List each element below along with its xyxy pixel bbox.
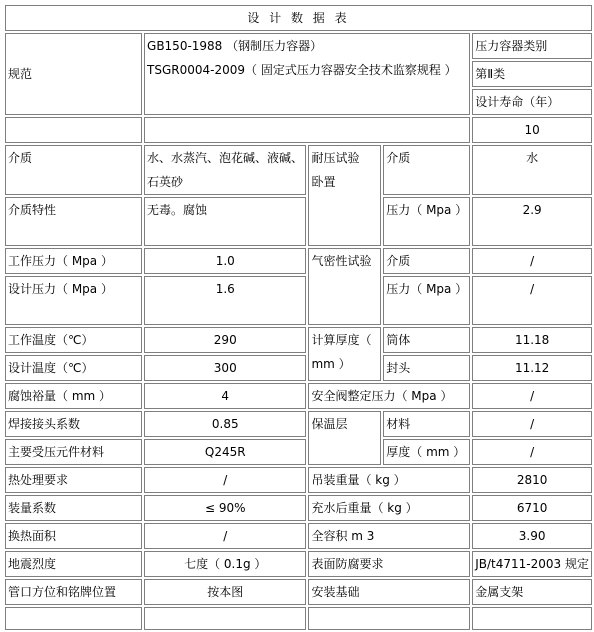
design-pressure-value: 1.6 xyxy=(144,276,306,325)
corrosion-allowance-value: 4 xyxy=(144,383,306,409)
seismic-label: 地震烈度 xyxy=(5,551,142,577)
vessel-category-value: 第Ⅱ类 xyxy=(472,61,592,87)
code-standards xyxy=(144,33,470,115)
table-title: 设 计 数 据 表 xyxy=(5,5,592,31)
head-thickness-value: 11.12 xyxy=(472,355,592,381)
weld-factor-label: 焊接接头系数 xyxy=(5,411,142,437)
code-standard-1: GB150-1988 （钢制压力容器） xyxy=(147,39,323,53)
shell-thickness-value: 11.18 xyxy=(472,327,592,353)
working-temperature-value: 290 xyxy=(144,327,306,353)
medium-value: 水、水蒸汽、泡花碱、液碱、石英砂 xyxy=(144,145,306,195)
surface-label: 表面防腐要求 xyxy=(308,551,470,577)
leak-test-medium-value: / xyxy=(472,248,592,274)
insulation-material-label: 材料 xyxy=(383,411,470,437)
design-temperature-value: 300 xyxy=(144,355,306,381)
volume-label: 全容积 m 3 xyxy=(308,523,470,549)
safety-valve-value: / xyxy=(472,383,592,409)
design-temperature-label: 设计温度（℃） xyxy=(5,355,142,381)
pressure-test-label: 耐压试验 卧置 xyxy=(308,145,381,246)
leak-test-medium-label: 介质 xyxy=(383,248,470,274)
shell-thickness-label: 筒体 xyxy=(383,327,470,353)
pressure-test-medium-value: 水 xyxy=(472,145,592,195)
blank-cell xyxy=(472,607,592,630)
blank-cell xyxy=(308,607,470,630)
code-label: 规范 xyxy=(5,33,142,115)
main-material-label: 主要受压元件材料 xyxy=(5,439,142,465)
insulation-thickness-value: / xyxy=(472,439,592,465)
blank-cell xyxy=(5,607,142,630)
blank-cell xyxy=(144,607,306,630)
head-thickness-label: 封头 xyxy=(383,355,470,381)
design-life-value: 10 xyxy=(472,117,592,143)
working-pressure-value: 1.0 xyxy=(144,248,306,274)
filled-weight-value: 6710 xyxy=(472,495,592,521)
heat-treatment-label: 热处理要求 xyxy=(5,467,142,493)
pressure-test-pressure-label: 压力（ Mpa ） xyxy=(383,197,470,246)
leak-test-label: 气密性试验 xyxy=(308,248,381,325)
insulation-label: 保温层 xyxy=(308,411,381,465)
fill-factor-label: 装量系数 xyxy=(5,495,142,521)
safety-valve-label: 安全阀整定压力（ Mpa ） xyxy=(308,383,470,409)
surface-value: JB/t4711-2003 规定 xyxy=(472,551,592,577)
insulation-material-value: / xyxy=(472,411,592,437)
weld-factor-value: 0.85 xyxy=(144,411,306,437)
thickness-label: 计算厚度（ mm ） xyxy=(308,327,381,381)
insulation-thickness-label: 厚度（ mm ） xyxy=(383,439,470,465)
medium-property-label: 介质特性 xyxy=(5,197,142,246)
working-pressure-label: 工作压力（ Mpa ） xyxy=(5,248,142,274)
code-standard-2: TSGR0004-2009（ 固定式压力容器安全技术监察规程 ） xyxy=(147,63,457,77)
heat-area-label: 换热面积 xyxy=(5,523,142,549)
fill-factor-value: ≤ 90% xyxy=(144,495,306,521)
leak-test-pressure-value: / xyxy=(472,276,592,325)
installation-label: 安装基础 xyxy=(308,579,470,605)
corrosion-allowance-label: 腐蚀裕量（ mm ） xyxy=(5,383,142,409)
seismic-value: 七度（ 0.1g ） xyxy=(144,551,306,577)
heat-area-value: / xyxy=(144,523,306,549)
nozzle-value: 按本图 xyxy=(144,579,306,605)
vessel-category-label: 压力容器类别 xyxy=(472,33,592,59)
medium-label: 介质 xyxy=(5,145,142,195)
leak-test-pressure-label: 压力（ Mpa ） xyxy=(383,276,470,325)
heat-treatment-value: / xyxy=(144,467,306,493)
installation-value: 金属支架 xyxy=(472,579,592,605)
lifting-weight-value: 2810 xyxy=(472,467,592,493)
design-data-table xyxy=(3,3,594,632)
pressure-test-medium-label: 介质 xyxy=(383,145,470,195)
main-material-value: Q245R xyxy=(144,439,306,465)
working-temperature-label: 工作温度（℃） xyxy=(5,327,142,353)
volume-value: 3.90 xyxy=(472,523,592,549)
pressure-test-pressure-value: 2.9 xyxy=(472,197,592,246)
filled-weight-label: 充水后重量（ kg ） xyxy=(308,495,470,521)
medium-property-value: 无毒。腐蚀 xyxy=(144,197,306,246)
design-pressure-label: 设计压力（ Mpa ） xyxy=(5,276,142,325)
design-life-label: 设计寿命（年） xyxy=(472,89,592,115)
lifting-weight-label: 吊装重量（ kg ） xyxy=(308,467,470,493)
nozzle-label: 管口方位和铭牌位置 xyxy=(5,579,142,605)
